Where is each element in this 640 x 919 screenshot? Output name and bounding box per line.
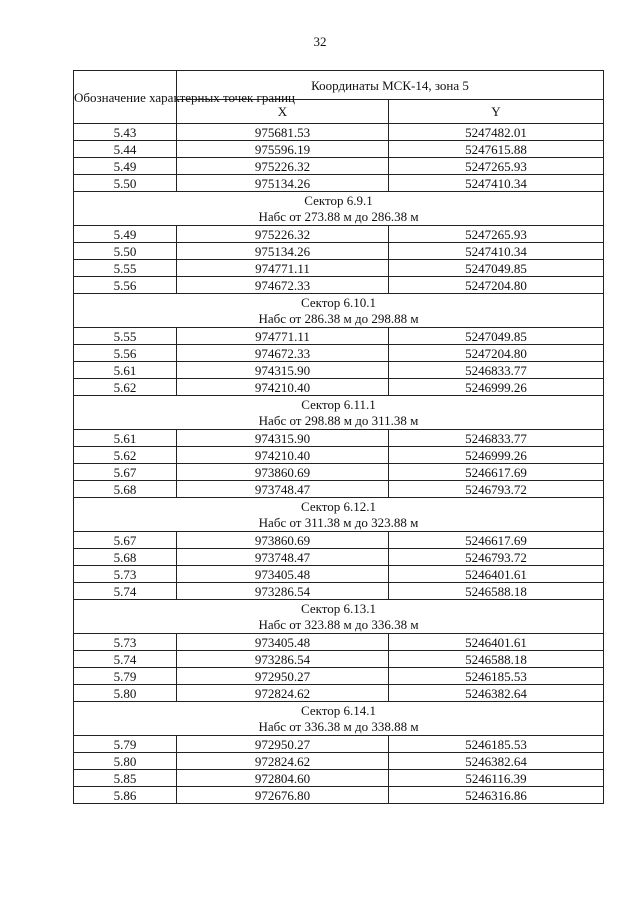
table-row: [74, 549, 604, 566]
table-row: [74, 736, 604, 753]
coordinate-x: 974771.11: [177, 260, 389, 277]
point-id: 5.67: [74, 464, 177, 481]
coordinate-y: 5247049.85: [389, 260, 604, 277]
coordinate-x: 972950.27: [177, 736, 389, 753]
coordinates-table: [73, 70, 604, 804]
sector-height-range: Набс от 323.88 м до 336.38 м: [258, 616, 419, 632]
table-row: [74, 787, 604, 804]
table-body: [74, 124, 604, 804]
coordinate-y: 5246588.18: [389, 583, 604, 600]
sector-height-range: Набс от 298.88 м до 311.38 м: [258, 412, 419, 428]
table-row: [74, 362, 604, 379]
coordinate-y: 5246999.26: [389, 447, 604, 464]
sector-header: [74, 192, 604, 226]
table-row: [74, 345, 604, 362]
coordinate-y: 5247204.80: [389, 277, 604, 294]
coordinate-y: 5246617.69: [389, 532, 604, 549]
header-x: X: [177, 100, 389, 124]
coordinate-x: 974210.40: [177, 447, 389, 464]
table-row: [74, 464, 604, 481]
sector-name: Сектор 6.12.1: [300, 498, 376, 514]
sector-header-row: [74, 498, 604, 532]
table-row: [74, 141, 604, 158]
coordinate-x: 973286.54: [177, 583, 389, 600]
table-row: [74, 651, 604, 668]
sector-header-row: [74, 600, 604, 634]
table-header: [74, 71, 604, 124]
coordinate-y: 5246316.86: [389, 787, 604, 804]
sector-header: [74, 294, 604, 328]
sector-name: Сектор 6.14.1: [300, 702, 376, 718]
table-row: [74, 379, 604, 396]
table-row: [74, 447, 604, 464]
coordinate-x: 975134.26: [177, 175, 389, 192]
coordinate-y: 5247265.93: [389, 226, 604, 243]
header-coordinates-title: Координаты МСК-14, зона 5: [177, 71, 604, 100]
sector-header-row: [74, 294, 604, 328]
table-row: [74, 430, 604, 447]
point-id: 5.85: [74, 770, 177, 787]
coordinate-x: 975226.32: [177, 158, 389, 175]
coordinate-x: 975226.32: [177, 226, 389, 243]
table-row: [74, 668, 604, 685]
sector-header-row: [74, 192, 604, 226]
point-id: 5.62: [74, 447, 177, 464]
coordinate-x: 975134.26: [177, 243, 389, 260]
coordinate-y: 5246382.64: [389, 685, 604, 702]
point-id: 5.80: [74, 685, 177, 702]
table-row: [74, 566, 604, 583]
table-row: [74, 481, 604, 498]
table-row: [74, 753, 604, 770]
coordinate-y: 5246401.61: [389, 634, 604, 651]
point-id: 5.74: [74, 651, 177, 668]
coordinate-x: 973860.69: [177, 532, 389, 549]
coordinate-y: 5246185.53: [389, 668, 604, 685]
point-id: 5.79: [74, 668, 177, 685]
coordinate-x: 972804.60: [177, 770, 389, 787]
table-row: [74, 770, 604, 787]
point-id: 5.44: [74, 141, 177, 158]
point-id: 5.61: [74, 362, 177, 379]
coordinate-y: 5247204.80: [389, 345, 604, 362]
coordinate-x: 974315.90: [177, 362, 389, 379]
coordinate-y: 5246185.53: [389, 736, 604, 753]
coordinate-y: 5247482.01: [389, 124, 604, 141]
point-id: 5.55: [74, 260, 177, 277]
table-row: [74, 277, 604, 294]
table-row: [74, 532, 604, 549]
header-y: Y: [389, 100, 604, 124]
table-row: [74, 226, 604, 243]
coordinate-y: 5246793.72: [389, 549, 604, 566]
table-row: [74, 328, 604, 345]
point-id: 5.79: [74, 736, 177, 753]
point-id: 5.61: [74, 430, 177, 447]
coordinate-y: 5247265.93: [389, 158, 604, 175]
sector-name: Сектор 6.10.1: [300, 294, 376, 310]
point-id: 5.50: [74, 243, 177, 260]
point-id: 5.56: [74, 345, 177, 362]
point-id: 5.73: [74, 566, 177, 583]
sector-height-range: Набс от 286.38 м до 298.88 м: [258, 310, 419, 326]
coordinate-y: 5247615.88: [389, 141, 604, 158]
point-id: 5.50: [74, 175, 177, 192]
coordinate-x: 974672.33: [177, 277, 389, 294]
point-id: 5.55: [74, 328, 177, 345]
point-id: 5.56: [74, 277, 177, 294]
coordinate-y: 5246401.61: [389, 566, 604, 583]
coordinate-y: 5246833.77: [389, 362, 604, 379]
coordinate-y: 5246617.69: [389, 464, 604, 481]
table-row: [74, 685, 604, 702]
point-id: 5.62: [74, 379, 177, 396]
coordinate-y: 5246833.77: [389, 430, 604, 447]
table-row: [74, 260, 604, 277]
point-id: 5.68: [74, 481, 177, 498]
coordinate-x: 975681.53: [177, 124, 389, 141]
point-id: 5.43: [74, 124, 177, 141]
point-id: 5.68: [74, 549, 177, 566]
coordinate-y: 5246116.39: [389, 770, 604, 787]
table-row: [74, 583, 604, 600]
coordinate-x: 972950.27: [177, 668, 389, 685]
coordinate-x: 974771.11: [177, 328, 389, 345]
sector-header-row: [74, 702, 604, 736]
point-id: 5.49: [74, 226, 177, 243]
coordinate-x: 973405.48: [177, 634, 389, 651]
coordinate-y: 5246793.72: [389, 481, 604, 498]
coordinate-y: 5247410.34: [389, 175, 604, 192]
page-number: 32: [313, 34, 327, 49]
sector-name: Сектор 6.9.1: [304, 192, 373, 208]
sector-height-range: Набс от 273.88 м до 286.38 м: [258, 208, 419, 224]
coordinate-x: 973286.54: [177, 651, 389, 668]
coordinate-x: 973748.47: [177, 549, 389, 566]
sector-header: [74, 498, 604, 532]
point-id: 5.80: [74, 753, 177, 770]
sector-height-range: Набс от 336.38 м до 338.88 м: [258, 718, 419, 734]
table-row: [74, 243, 604, 260]
sector-header-row: [74, 396, 604, 430]
coordinate-x: 972676.80: [177, 787, 389, 804]
sector-header: [74, 702, 604, 736]
sector-header: [74, 600, 604, 634]
sector-name: Сектор 6.13.1: [300, 600, 376, 616]
coordinate-x: 974672.33: [177, 345, 389, 362]
table-row: [74, 634, 604, 651]
sector-height-range: Набс от 311.38 м до 323.88 м: [258, 514, 419, 530]
sector-name: Сектор 6.11.1: [301, 396, 376, 412]
sector-header: [74, 396, 604, 430]
point-id: 5.86: [74, 787, 177, 804]
coordinate-x: 974315.90: [177, 430, 389, 447]
coordinate-x: 972824.62: [177, 753, 389, 770]
coordinate-y: 5246382.64: [389, 753, 604, 770]
coordinate-x: 972824.62: [177, 685, 389, 702]
coordinate-x: 975596.19: [177, 141, 389, 158]
point-id: 5.49: [74, 158, 177, 175]
point-id: 5.67: [74, 532, 177, 549]
point-id: 5.74: [74, 583, 177, 600]
header-point-designation: Обозначение характерных точек границ: [74, 71, 177, 124]
coordinate-y: 5247410.34: [389, 243, 604, 260]
coordinate-y: 5246588.18: [389, 651, 604, 668]
table-row: [74, 158, 604, 175]
coordinate-x: 973748.47: [177, 481, 389, 498]
coordinate-y: 5247049.85: [389, 328, 604, 345]
point-id: 5.73: [74, 634, 177, 651]
coordinate-x: 974210.40: [177, 379, 389, 396]
coordinate-x: 973405.48: [177, 566, 389, 583]
coordinate-x: 973860.69: [177, 464, 389, 481]
table-row: [74, 124, 604, 141]
table-row: [74, 175, 604, 192]
coordinate-y: 5246999.26: [389, 379, 604, 396]
